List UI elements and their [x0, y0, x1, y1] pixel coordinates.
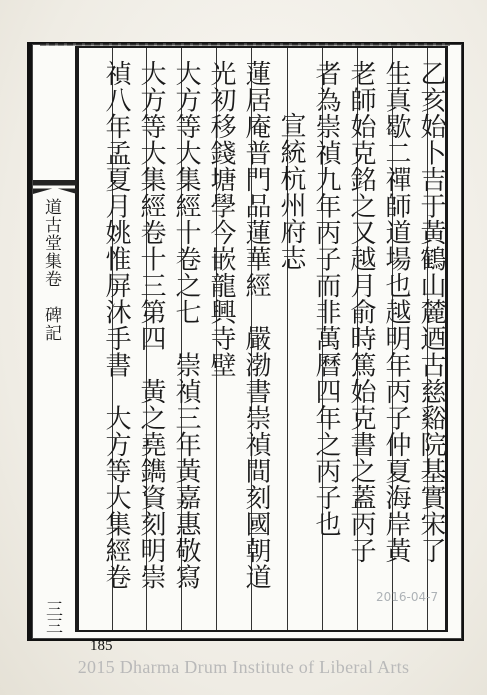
folio-number: 三三	[42, 600, 62, 634]
text-column: 生真歇二禪師道場也越明年丙子仲夏海岸黃	[381, 60, 411, 564]
text-column: 蓮居庵普門品蓮華經 嚴渤書崇禎間刻國朝道	[241, 60, 271, 590]
page-number: 185	[90, 638, 113, 654]
block-heart-title: 道古堂集卷 碑記	[41, 198, 61, 342]
source-heading: 宣統杭州府志	[276, 112, 306, 271]
text-column: 者為崇禎九年丙子而非萬曆四年之丙子也	[311, 60, 341, 537]
text-column: 大方等大集經十卷之七 崇禎三年黃嘉惠敬寫	[171, 60, 201, 590]
text-column: 乙亥始卜吉于黃鶴山麓迺古慈谿院基實宋了	[416, 60, 446, 564]
text-column: 老師始克銘之又越月俞時篤始克書之蓋丙子	[346, 60, 376, 564]
text-column: 禎八年孟夏月姚惟屏沐手書 大方等大集經卷	[101, 60, 131, 590]
institution-credit: 2015 Dharma Drum Institute of Liberal Arts	[77, 657, 410, 677]
text-column: 光初移錢塘學今嵌龍興寺壁	[206, 60, 236, 378]
date-stamp: 2016-04-7	[376, 590, 439, 604]
text-column: 大方等大集經卷十三第四 黃之堯鐫資刻明崇	[136, 60, 166, 590]
